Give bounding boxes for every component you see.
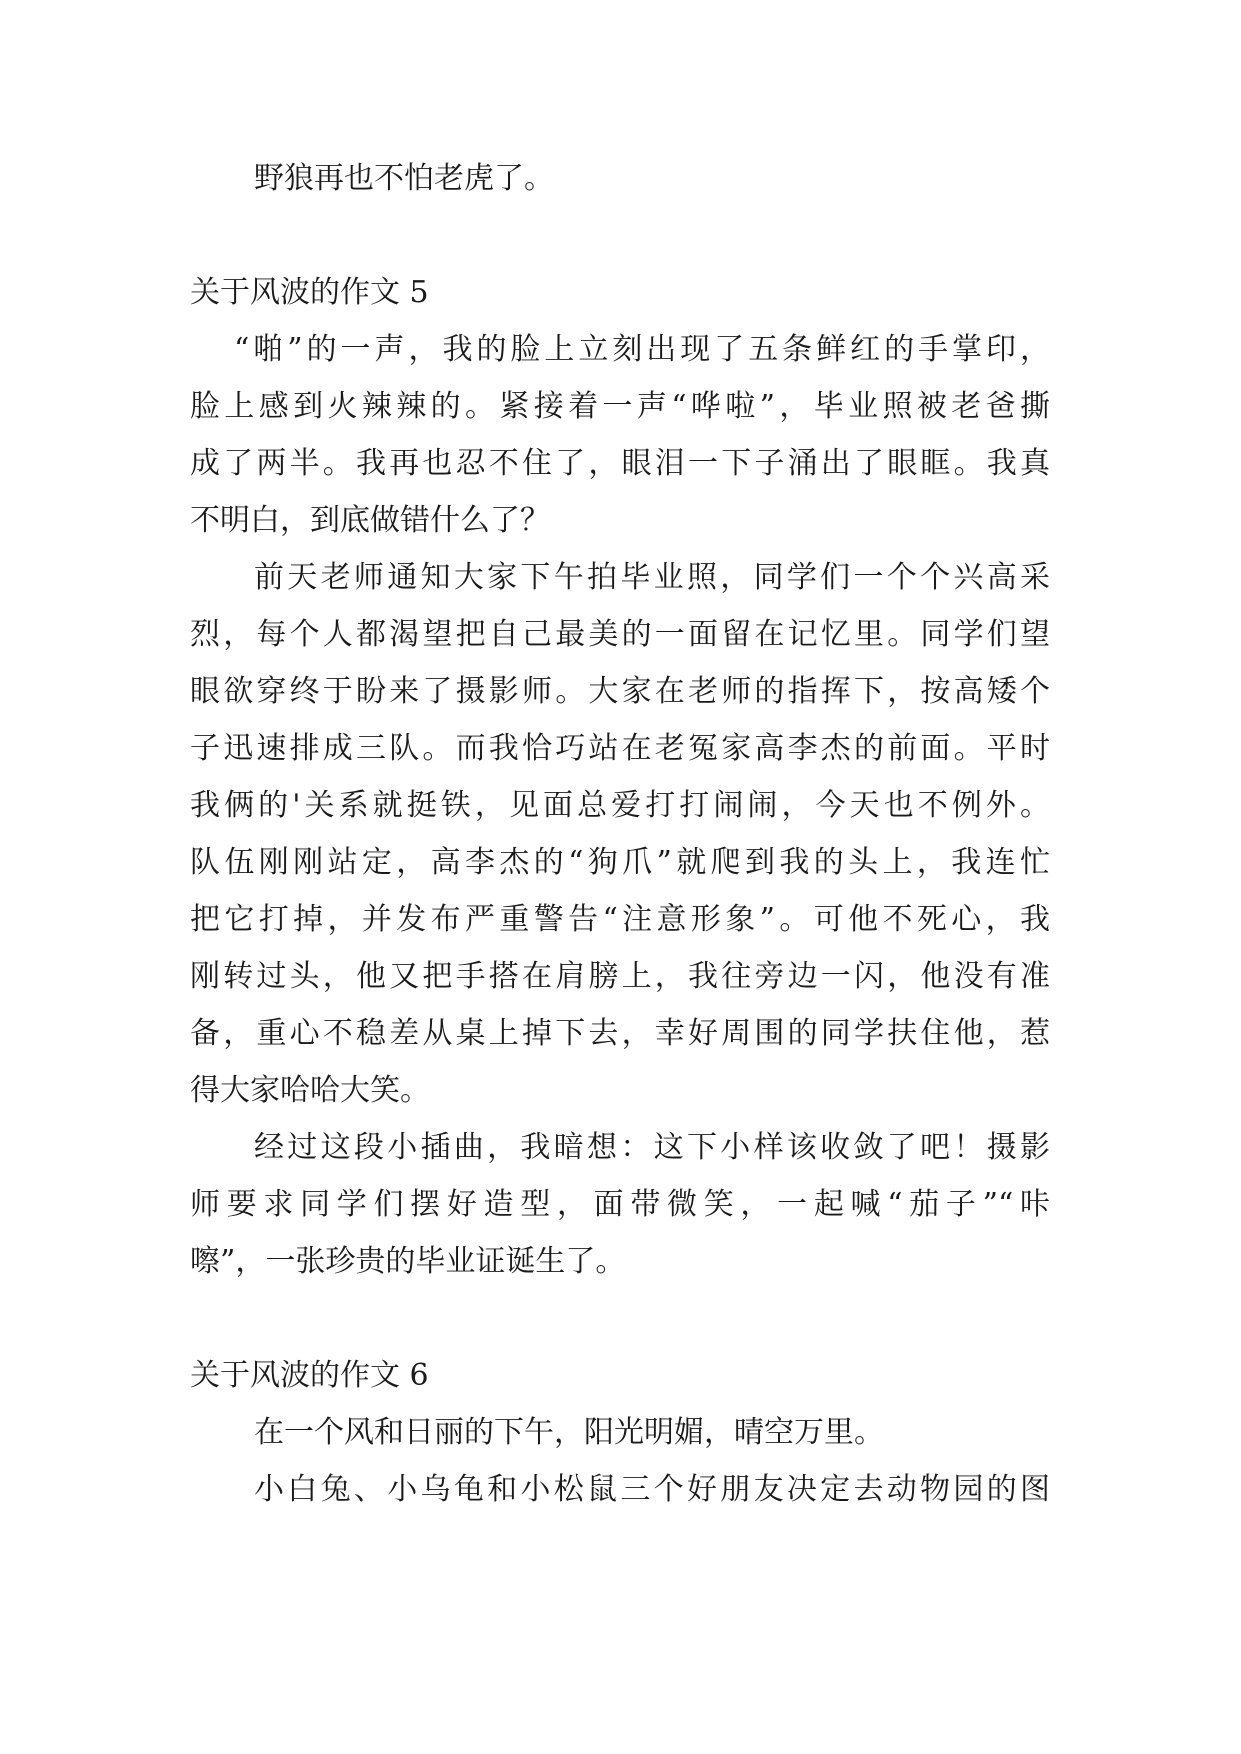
essay-5-title: 关于风波的作文 5 bbox=[190, 275, 429, 310]
paragraph-line: 在一个风和日丽的下午，阳光明媚，晴空万里。 bbox=[254, 1415, 884, 1450]
essay-5-paragraph-1 bbox=[190, 321, 1050, 549]
section-gap bbox=[190, 207, 1050, 264]
paragraph-line: 嚓”，一张珍贵的毕业证诞生了。 bbox=[190, 1244, 626, 1279]
paragraph-line: 师要求同学们摆好造型，面带微笑，一起喊“茄子”“咔 bbox=[190, 1187, 1050, 1222]
paragraph-line: 前天老师通知大家下午拍毕业照，同学们一个个兴高采 bbox=[254, 560, 1050, 595]
paragraph-line: 烈，每个人都渴望把自己最美的一面留在记忆里。同学们望 bbox=[190, 617, 1050, 652]
essay-6-paragraph-2 bbox=[190, 1461, 1050, 1518]
essay-6-paragraph-1 bbox=[190, 1404, 1050, 1461]
document-page bbox=[190, 150, 1050, 1518]
paragraph-line: 刚转过头，他又把手搭在肩膀上，我往旁边一闪，他没有准 bbox=[190, 959, 1050, 994]
paragraph-line: 眼欲穿终于盼来了摄影师。大家在老师的指挥下，按高矮个 bbox=[190, 674, 1050, 709]
paragraph-line: 我俩的'关系就挺铁，见面总爱打打闹闹，今天也不例外。 bbox=[190, 788, 1050, 823]
essay-5-paragraph-2 bbox=[190, 549, 1050, 1119]
essay-5-paragraph-3 bbox=[190, 1119, 1050, 1290]
paragraph-line: 小白兔、小乌龟和小松鼠三个好朋友决定去动物园的图 bbox=[254, 1472, 1050, 1507]
paragraph-line: 得大家哈哈大笑。 bbox=[190, 1073, 430, 1108]
paragraph-line: 脸上感到火辣辣的。紧接着一声“哗啦”，毕业照被老爸撕 bbox=[190, 389, 1050, 424]
paragraph-line: 备，重心不稳差从桌上掉下去，幸好周围的同学扶住他，惹 bbox=[190, 1016, 1050, 1051]
paragraph-line: 成了两半。我再也忍不住了，眼泪一下子涌出了眼眶。我真 bbox=[190, 446, 1050, 481]
paragraph-line: 队伍刚刚站定，高李杰的“狗爪”就爬到我的头上，我连忙 bbox=[190, 845, 1050, 880]
essay-6-title: 关于风波的作文 6 bbox=[190, 1358, 429, 1393]
paragraph-line: 不明白，到底做错什么了？ bbox=[190, 503, 550, 538]
section-gap bbox=[190, 1290, 1050, 1347]
paragraph-line: 野狼再也不怕老虎了。 bbox=[254, 161, 554, 196]
paragraph-line: “啪”的一声，我的脸上立刻出现了五条鲜红的手掌印， bbox=[234, 332, 1050, 367]
paragraph-line: 子迅速排成三队。而我恰巧站在老冤家高李杰的前面。平时 bbox=[190, 731, 1050, 766]
paragraph-line: 经过这段小插曲，我暗想：这下小样该收敛了吧！摄影 bbox=[254, 1130, 1050, 1165]
paragraph-line: 把它打掉，并发布严重警告“注意形象”。可他不死心，我 bbox=[190, 902, 1050, 937]
